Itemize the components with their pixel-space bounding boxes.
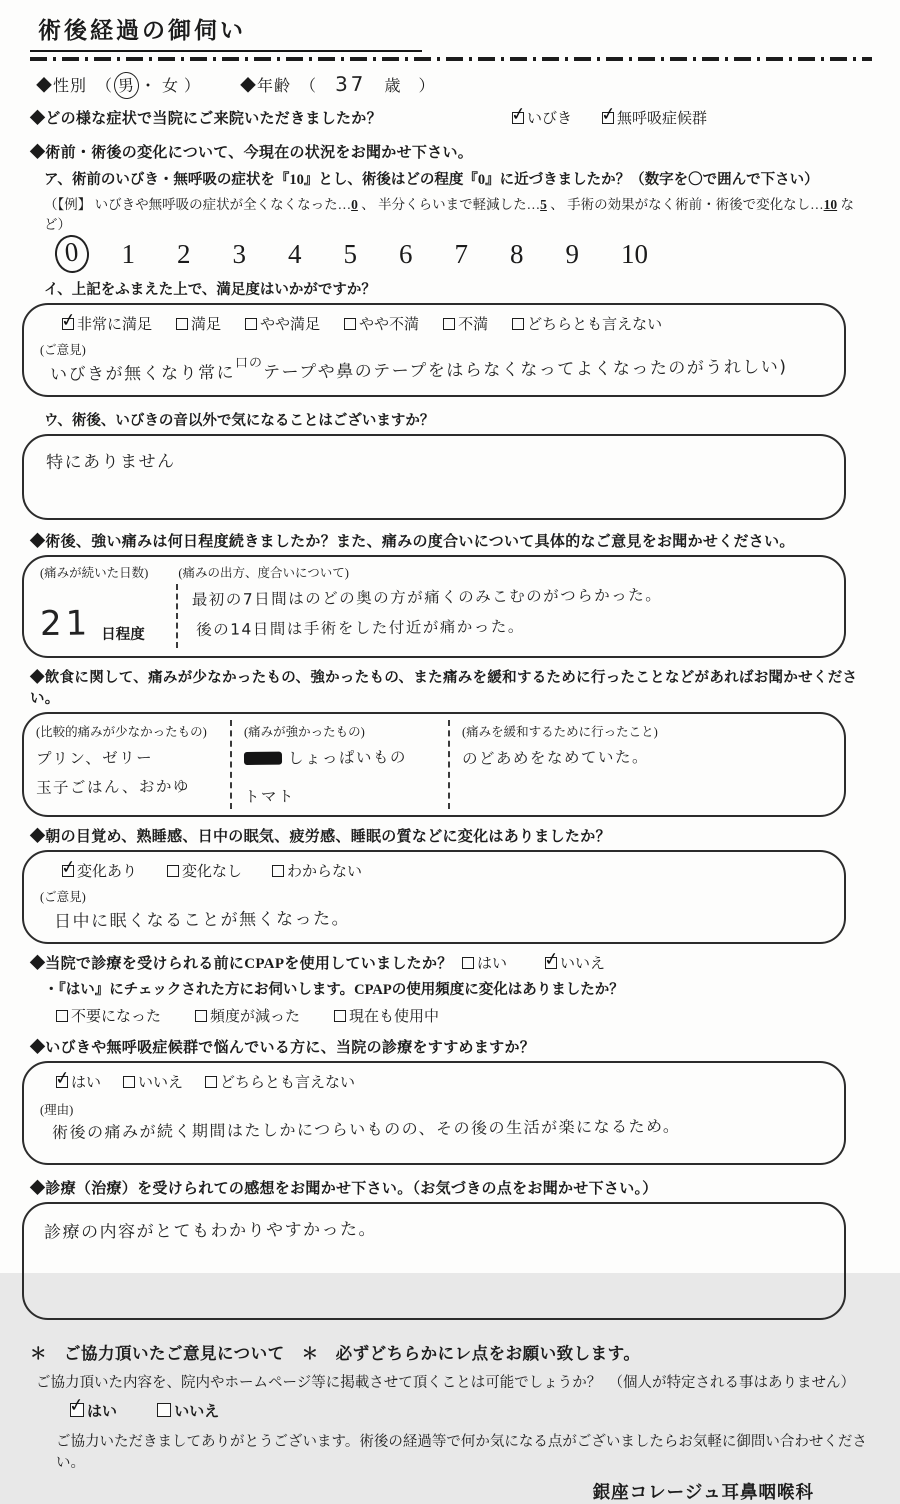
scale-number-6[interactable]: 6 [399,238,413,269]
checkbox-no-longer-needed[interactable] [56,1010,68,1022]
option-no-longer-needed [56,1005,161,1026]
checkbox-change-no[interactable] [167,865,179,877]
dash-dot-divider [30,57,872,61]
option-publish-yes [70,1400,117,1421]
option-recommend-neither [205,1071,355,1092]
reason-label: (理由) [40,1103,74,1117]
eating-col-less-pain [24,720,230,809]
example-0: 0 [351,197,358,212]
option-change-yes [62,860,137,881]
scale-number-2[interactable]: 2 [177,238,191,269]
footer-heading [30,1340,872,1364]
option-label: 頻度が減った [210,1009,301,1025]
handwritten-line: 玉子ごはん、おかゆ [35,777,191,797]
handwritten-recommend-reason: 術後の痛みが続く期間はたしかにつらいものの、その後の生活が楽になるため。 [51,1116,681,1142]
option-label: はい [71,1075,102,1091]
col-label: (痛みが強かったもの) [244,725,365,739]
symptoms-row [30,107,872,131]
age-unit: 歳 ） [384,78,436,95]
option-label: 不要になった [71,1009,162,1025]
scale-number-8[interactable]: 8 [510,238,524,269]
checkbox-change-unknown[interactable] [272,865,284,877]
question-recommend: ◆いびきや無呼吸症候群で悩んでいる方に、当院の診療をすすめますか？ [30,1040,536,1056]
handwritten-line [244,745,438,769]
checkbox-still-using[interactable] [334,1010,346,1022]
gender-label: ◆性別 （ [36,78,114,95]
option-neither [512,313,662,334]
handwritten-impressions-answer: 診療の内容がとてもわかりやすかった。 [43,1219,378,1243]
gender-male-circled[interactable]: 男 [113,71,140,100]
option-label: やや不満 [359,317,420,333]
publish-options [70,1400,872,1421]
option-snoring [512,107,572,128]
option-label: 非常に満足 [77,317,153,333]
option-still-using [334,1005,439,1026]
option-label: どちらとも言えない [527,317,663,333]
handwritten-pain-detail [192,579,663,648]
clinic-name: 銀座コレージュ耳鼻咽喉科 [592,1482,814,1502]
checkbox-apnea[interactable] [602,112,614,124]
option-label: いいえ [560,956,606,972]
age-value-handwritten: 37 [334,71,367,96]
cpap-row [30,952,872,974]
pain-detail-line: 後の14日間は手術をした付近が痛かった。 [196,617,525,639]
pain-detail-label: (痛みの出方、度合いについて) [178,566,349,580]
option-recommend-no [123,1071,183,1092]
handwritten-text: しょっぱいもの [287,748,408,768]
checkbox-somewhat-dissatisfied[interactable] [344,318,356,330]
dashed-divider [176,584,178,648]
example-text: （【例】 いびきや無呼吸の症状が全くなくなった… [44,197,352,212]
checkbox-very-satisfied[interactable] [62,318,74,330]
scale-number-3[interactable]: 3 [232,238,246,269]
checkbox-frequency-decreased[interactable] [195,1010,207,1022]
handwritten-line: のどあめをなめていた。 [461,748,650,768]
option-recommend-yes [56,1071,101,1092]
comment-inserted-above: 口の [234,355,264,372]
scale-number-1[interactable]: 1 [121,238,135,269]
footer-heading-bold: 必ずどちらかにレ点をお願い致します。 [335,1345,641,1363]
satisfaction-answer-box [22,303,846,397]
publish-question: ご協力頂いた内容を、院内やホームページ等に掲載させて頂くことは可能でしょうか？ （個人が特定される事はありません） [36,1375,855,1391]
question-eating: ◆飲食に関して、痛みが少なかったもの、強かったもの、また痛みを緩和するために行ったことなどがあればお聞かせください。 [30,670,858,707]
example-text: 、 手術の効果がなく術前・術後で変化なし… [546,197,824,212]
handwritten-pain-days: 21 [39,603,92,644]
eating-answer-box [22,712,846,817]
gender-female[interactable]: ・ 女 ） [140,78,202,95]
option-label: 変化なし [182,864,243,880]
sleep-answer-box [22,850,846,944]
pain-answer-box [22,555,846,658]
comment-part1: いびきが無くなり常に [49,363,236,385]
option-apnea [602,107,707,128]
footer-heading-left: ＊ ご協力頂いたご意見について ＊ [30,1344,336,1363]
profile-row [36,72,872,99]
checkbox-satisfied[interactable] [176,318,188,330]
checkbox-dissatisfied[interactable] [443,318,455,330]
example-text: 、 半分くらいまで軽減した… [357,197,541,212]
age-label: ◆年齢 （ [240,78,318,95]
scale-number-10[interactable]: 10 [621,238,648,269]
checkbox-recommend-yes[interactable] [56,1076,68,1088]
comment-label: (ご意見) [40,343,86,357]
comment-label: (ご意見) [40,890,86,904]
checkbox-recommend-neither[interactable] [205,1076,217,1088]
concerns-answer-box [22,434,846,520]
col-label: (比較的痛みが少なかったもの) [36,725,207,739]
rating-scale [30,238,872,270]
checkbox-somewhat-satisfied[interactable] [245,318,257,330]
pain-days-label: (痛みが続いた日数) [40,566,149,580]
option-somewhat-dissatisfied [344,313,419,334]
question-satisfaction: イ、上記をふまえた上で、満足度はいかがですか？ [44,282,376,298]
comment-part2: テープや鼻のテープをはらなくなってよくなったのがうれしい) [262,357,788,383]
option-cpap-yes [462,952,507,973]
example-5: 5 [540,197,547,212]
option-somewhat-satisfied [245,313,320,334]
option-change-unknown [272,860,362,881]
option-label: 無呼吸症候群 [617,111,708,127]
checkbox-change-yes[interactable] [62,865,74,877]
scale-number-5[interactable]: 5 [343,238,357,269]
impressions-answer-box [22,1202,846,1320]
question-change-heading: ◆術前・術後の変化について、今現在の状況をお聞かせ下さい。 [30,145,474,161]
checkbox-cpap-no[interactable] [545,957,557,969]
pain-days-unit: 日程度 [101,627,145,643]
question-pain: ◆術後、強い痛みは何日程度続きましたか？また、痛みの度合いについて具体的なご意見をお聞かせください。 [30,534,795,550]
option-label: わからない [287,864,363,880]
question-impressions: ◆診療（治療）を受けられての感想をお聞かせ下さい。（お気づきの点をお聞かせ下さい。） [30,1181,658,1197]
option-cpap-no [545,952,605,973]
handwritten-line: トマト [243,787,296,806]
scale-number-9[interactable]: 9 [565,238,579,269]
option-dissatisfied [443,313,488,334]
page-title: 術後経過の御伺い [30,12,422,52]
option-label: いびき [527,111,573,127]
handwritten-line: プリン、ゼリー [35,748,154,768]
pain-detail-line: 最初の7日間はのどの奥の方が痛くのみこむのがつらかった。 [191,586,663,610]
scale-example-line [44,193,872,233]
recommend-answer-box [22,1061,846,1165]
option-label: はい [87,1404,118,1420]
thanks-note: ご協力いただきましてありがとうございます。術後の経過等で何か気になる点がございましたらお気軽に御問い合わせください。 [56,1434,867,1471]
cpap-followup-options [56,1005,872,1026]
example-10: 10 [823,197,838,212]
option-satisfied [176,313,221,334]
option-change-no [167,860,242,881]
checkbox-publish-yes[interactable] [70,1403,84,1417]
question-other-concerns: ウ、術後、いびきの音以外で気になることはございますか？ [44,413,435,429]
option-label: やや満足 [260,317,321,333]
checkbox-neither[interactable] [512,318,524,330]
eating-col-relief [448,720,844,809]
symptoms-options [512,107,733,128]
handwritten-concerns-answer: 特にありません [45,451,176,473]
option-label: どちらとも言えない [220,1075,356,1091]
handwritten-sleep-comment: 日中に眠くなることが無くなった。 [53,908,351,932]
option-label: 不満 [458,317,489,333]
pain-labels [40,563,828,582]
scribbled-out-word [244,752,282,765]
checkbox-cpap-yes[interactable] [462,957,474,969]
question-scale: ア、術前のいびき・無呼吸の症状を『10』とし、術後はどの程度『0』に近づきましたか？（数字を〇で囲んで下さい） [44,172,819,188]
checkbox-recommend-no[interactable] [123,1076,135,1088]
example-text: など） [44,197,854,232]
scale-number-0-circled[interactable]: 0 [53,233,90,274]
option-label: 変化あり [77,864,138,880]
option-label: いいえ [138,1075,184,1091]
option-frequency-decreased [195,1005,300,1026]
scale-number-7[interactable]: 7 [454,238,468,269]
question-cpap-followup: ・『はい』にチェックされた方にお伺いします。CPAPの使用頻度に変化はありましたか？ [44,982,624,998]
scale-number-4[interactable]: 4 [288,238,302,269]
question-cpap: ◆当院で診療を受けられる前にCPAPを使用していましたか？ [30,956,453,972]
option-label: いいえ [174,1404,220,1420]
option-label: 現在も使用中 [349,1009,440,1025]
option-very-satisfied [62,313,152,334]
question-sleep: ◆朝の目覚め、熟睡感、日中の眠気、疲労感、睡眠の質などに変化はありましたか？ [30,829,611,845]
option-label: 満足 [191,317,222,333]
option-publish-no [157,1400,219,1421]
option-label: はい [477,956,508,972]
checkbox-snoring[interactable] [512,112,524,124]
col-label: (痛みを緩和するために行ったこと) [462,725,658,739]
question-symptoms: ◆どの様な症状で当院にご来院いただきましたか？ [30,111,382,127]
cpap-options [462,952,631,973]
checkbox-publish-no[interactable] [157,1403,171,1417]
eating-col-more-pain [230,720,448,809]
